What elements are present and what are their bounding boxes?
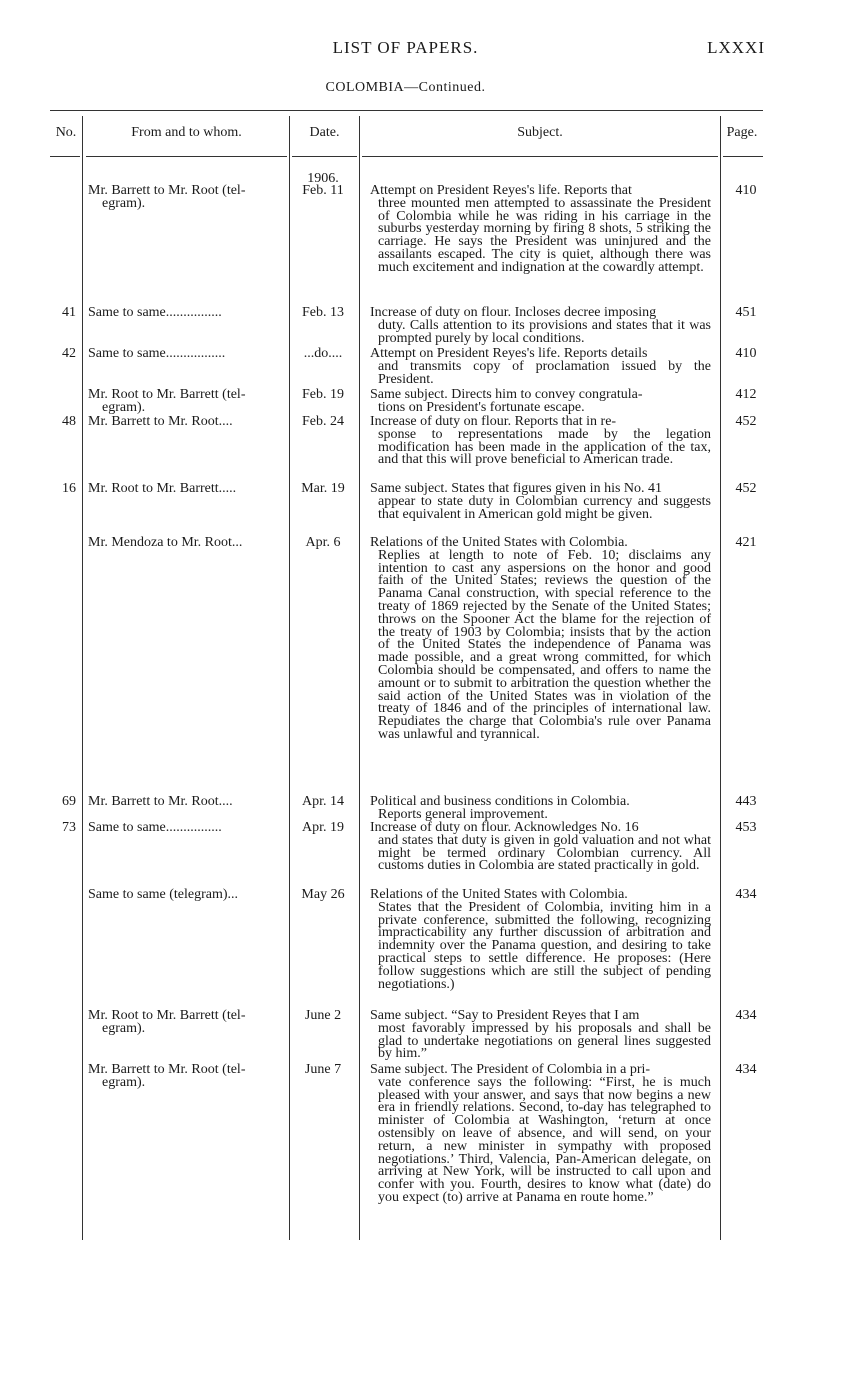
row-page: 453 (735, 820, 757, 835)
row-subject-first-line: Same subject. States that figures given in his No. 41 (370, 481, 663, 496)
column-header-no: No. (55, 125, 77, 140)
column-rule (359, 116, 360, 1240)
row-subject-continuation: Reports general improvement. (378, 806, 548, 822)
row-number: 42 (62, 346, 76, 361)
column-header-subject: Subject. (517, 125, 563, 140)
row-subject-first-line: Relations of the United States with Colombia. (370, 887, 628, 902)
row-from-line2: egram). (102, 1020, 146, 1036)
row-subject (370, 796, 711, 822)
row-from-to (88, 537, 286, 550)
row-from-line1: Mr. Barrett to Mr. Root.... (88, 414, 233, 429)
row-from-to (88, 889, 286, 902)
row-from-to (88, 389, 286, 415)
row-date: Mar. 19 (301, 481, 345, 496)
page-numeral: LXXXI (707, 38, 765, 57)
header-rule (86, 156, 287, 157)
row-from-to (88, 348, 286, 361)
row-subject-first-line: Increase of duty on flour. Acknowledges No. 16 (370, 820, 639, 835)
row-from-to (88, 796, 286, 809)
row-from-to (88, 416, 286, 429)
row-subject-first-line: Relations of the United States with Colombia. (370, 535, 628, 550)
table-top-rule (50, 110, 763, 111)
row-date: May 26 (301, 887, 345, 902)
column-rule (82, 116, 83, 1240)
row-date: Feb. 13 (302, 305, 344, 320)
row-from-line1: Same to same (telegram)... (88, 887, 239, 902)
row-from-to (88, 483, 286, 496)
row-from-line1: Mr. Barrett to Mr. Root.... (88, 794, 233, 809)
header-rule (292, 156, 357, 157)
row-page: 410 (735, 183, 757, 198)
row-from-line1: Mr. Barrett to Mr. Root (tel- (88, 183, 246, 198)
column-rule (289, 116, 290, 1240)
row-subject (370, 483, 711, 521)
row-from-line1: Mr. Root to Mr. Barrett..... (88, 481, 237, 496)
header-rule (362, 156, 718, 157)
row-from-line2: egram). (102, 1074, 146, 1090)
row-page: 412 (735, 387, 757, 402)
row-date: Apr. 14 (302, 794, 344, 809)
row-subject-continuation: vate conference says the following: “First, he is much pleased with your answer, and says that now begins a new era in friendly relations. Second, to-day has telegraphed to minister of Colombia at Washington, ‘return at once ostensibly on leave of absence, and will send, on your return, a new minister in sympathy with proposed negotiations.’ Third, Valencia, Pan-American delegate, on arriving at New York, will be instructed to call upon and confer with you. Fourth, desires to know what (date) do you expect (to) arrive at Panama en route home.” (378, 1074, 711, 1205)
row-subject-continuation: most favorably impressed by his proposals and shall be glad to undertake negotiations on general lines suggested by him.” (378, 1020, 711, 1062)
row-subject (370, 1010, 711, 1061)
row-number: 16 (62, 481, 76, 496)
row-date: Apr. 6 (305, 535, 341, 550)
row-subject-first-line: Attempt on President Reyes's life. Reports that (370, 183, 632, 198)
row-from-to (88, 185, 286, 211)
row-page: 434 (735, 887, 757, 902)
row-subject-continuation: sponse to representations made by the legation modification has been made in the application of the tax, and that this will prove beneficial to American trade. (378, 426, 711, 468)
row-subject (370, 889, 711, 991)
page-header-title: LIST OF PAPERS. (332, 38, 479, 57)
row-subject-first-line: Same subject. The President of Colombia in a pri- (370, 1062, 651, 1077)
row-page: 452 (735, 481, 757, 496)
row-number: 41 (62, 305, 76, 320)
row-subject-continuation: three mounted men attempted to assassinate the President of Colombia while he was riding in his carriage in the suburbs yesterday morning by firing 8 shots, 5 striking the carriage. He says the President was uninjured and the assailants escaped. The city is quiet, although there was much excitement and indignation at the cowardly attempt. (378, 195, 711, 275)
row-subject (370, 307, 711, 345)
row-date: Apr. 19 (302, 820, 344, 835)
row-from-line1: Same to same................. (88, 346, 226, 361)
row-from-line2: egram). (102, 195, 146, 211)
row-subject-first-line: Political and business conditions in Colombia. (370, 794, 630, 809)
column-rule (720, 116, 721, 1240)
row-page: 452 (735, 414, 757, 429)
row-from-line1: Mr. Root to Mr. Barrett (tel- (88, 1008, 246, 1023)
year-label: 1906. (307, 171, 339, 186)
row-subject-first-line: Same subject. Directs him to convey congratula- (370, 387, 643, 402)
row-subject (370, 822, 711, 873)
row-from-to (88, 822, 286, 835)
row-from-line1: Mr. Barrett to Mr. Root (tel- (88, 1062, 246, 1077)
column-header-page: Page. (726, 125, 758, 140)
row-page: 443 (735, 794, 757, 809)
row-subject-continuation: States that the President of Colombia, inviting him in a private conference, submitted the following, recognizing impracticability any further discussion of arbitration and indemnity over the Panama question, and desiring to take practical steps to settle difference. He proposes: (Here follow suggestions which are still the subject of pending negotiations.) (378, 899, 711, 992)
row-page: 421 (735, 535, 757, 550)
row-subject-continuation: tions on President's fortunate escape. (378, 399, 585, 415)
row-from-to (88, 1010, 286, 1036)
row-subject-first-line: Same subject. “Say to President Reyes that I am (370, 1008, 640, 1023)
row-number: 69 (62, 794, 76, 809)
row-from-line1: Mr. Mendoza to Mr. Root... (88, 535, 243, 550)
row-subject (370, 537, 711, 742)
row-from-line2: egram). (102, 399, 146, 415)
row-number: 73 (62, 820, 76, 835)
row-subject (370, 1064, 711, 1205)
row-date: June 2 (304, 1008, 342, 1023)
row-subject-continuation: and states that duty is given in gold valuation and not what might be termed ordinary Colombian currency. All customs duties in Colombia are stated practically in gold. (378, 832, 711, 874)
row-from-line1: Same to same................ (88, 305, 222, 320)
row-page: 434 (735, 1062, 757, 1077)
row-from-line1: Mr. Root to Mr. Barrett (tel- (88, 387, 246, 402)
row-from-to (88, 307, 286, 320)
row-subject-first-line: Increase of duty on flour. Reports that in re- (370, 414, 617, 429)
row-subject (370, 185, 711, 275)
row-subject (370, 389, 711, 415)
column-header-date: Date. (309, 125, 340, 140)
row-subject (370, 348, 711, 386)
row-from-line1: Same to same................ (88, 820, 222, 835)
row-subject-continuation: appear to state duty in Colombian currency and suggests that equivalent in American gold might be given. (378, 493, 711, 522)
row-date: Feb. 24 (302, 414, 344, 429)
column-header-from: From and to whom. (131, 125, 242, 140)
header-rule (723, 156, 763, 157)
row-date: Feb. 19 (302, 387, 344, 402)
header-rule (50, 156, 80, 157)
row-subject-first-line: Attempt on President Reyes's life. Reports details (370, 346, 648, 361)
row-page: 410 (735, 346, 757, 361)
row-subject-first-line: Increase of duty on flour. Incloses decree imposing (370, 305, 657, 320)
row-subject-continuation: Replies at length to note of Feb. 10; disclaims any intention to cast any aspersions on the honor and good faith of the United States; reviews the question of the Panama Canal construction, with special reference to the treaty of 1869 rejected by the Senate of the United States; throws on the Spooner Act the blame for the rejection of the treaty of 1903 by Colombia; insists that by the action of the United States the independence of Panama was made possible, and a great wrong committed, for which Colombia should be compensated, and offers to name the amount or to submit to arbitration the question whether the said action of the United States was in violation of the treaty of 1846 and of the principles of international law. Repudiates the charge that Colombia's rule over Panama was unlawful and tyrannical. (378, 547, 711, 742)
row-subject-continuation: and transmits copy of proclamation issued by the President. (378, 358, 711, 387)
row-page: 451 (735, 305, 757, 320)
row-date: Feb. 11 (302, 183, 344, 198)
row-subject-continuation: duty. Calls attention to its provisions and states that it was prompted purely by local conditions. (378, 317, 711, 346)
row-subject (370, 416, 711, 467)
row-date: ...do.... (303, 346, 343, 361)
row-date: June 7 (304, 1062, 342, 1077)
row-number: 48 (62, 414, 76, 429)
row-from-to (88, 1064, 286, 1090)
row-page: 434 (735, 1008, 757, 1023)
section-subtitle: COLOMBIA—Continued. (325, 80, 486, 95)
